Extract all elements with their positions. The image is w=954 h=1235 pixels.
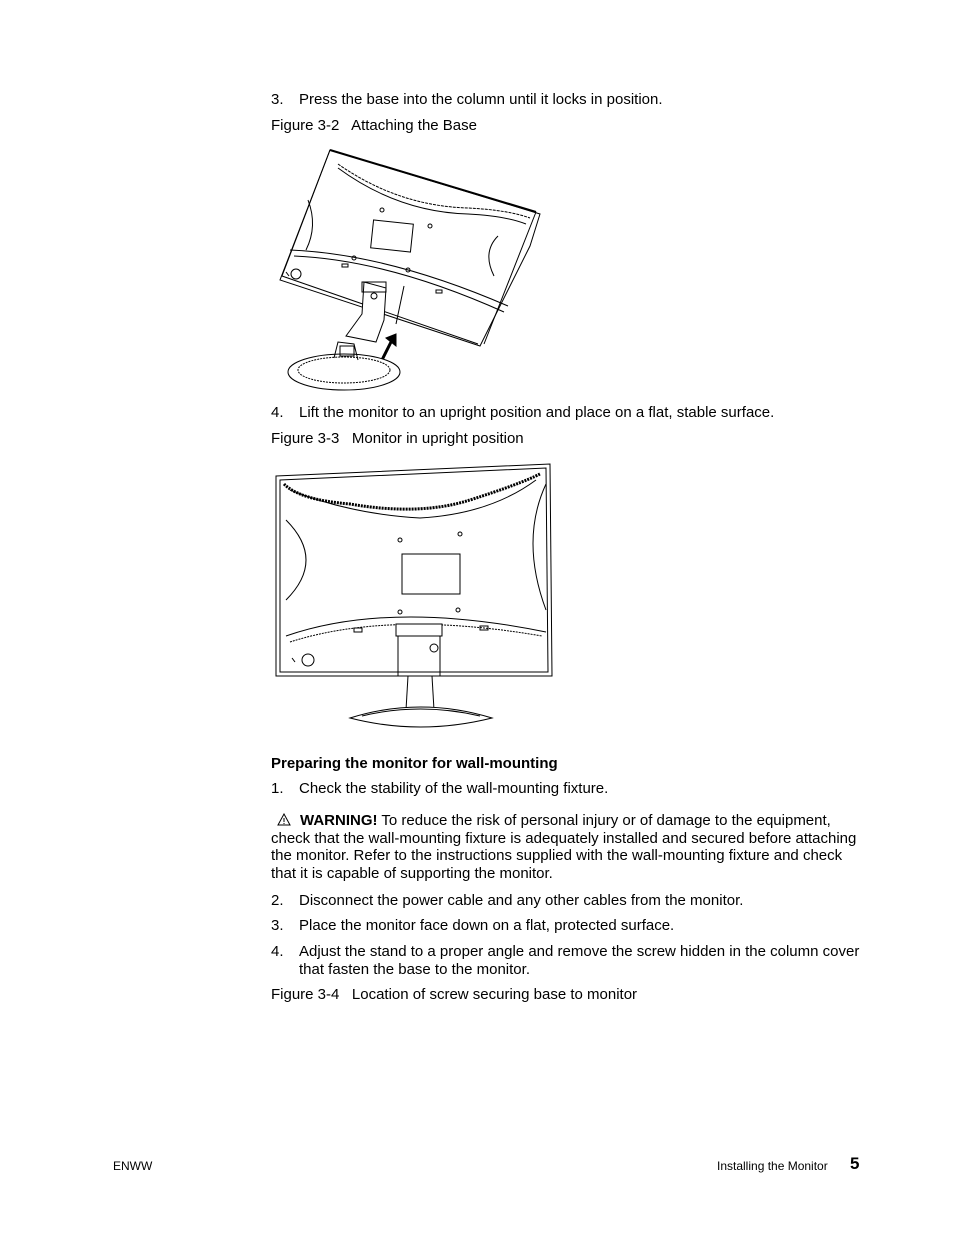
figure-label: Figure 3-2: [271, 117, 340, 134]
step-number: 1.: [271, 780, 284, 797]
warning-label: WARNING!: [300, 812, 378, 829]
step-number: 4.: [271, 404, 284, 421]
monitor-upright-illustration: [270, 460, 558, 730]
footer-doc-code: ENWW: [113, 1159, 153, 1173]
step-text: Adjust the stand to a proper angle and remove the screw hidden in the column cover that fasten the base to the monitor.: [299, 943, 860, 978]
footer-section-title: Installing the Monitor: [717, 1159, 828, 1173]
figure-caption-text: Attaching the Base: [351, 117, 477, 134]
warning-text: To reduce the risk of personal injury or of damage to the equipment, check that the wall-mounting fixture is adequately installed and secured before attaching the monitor. Refer to the instructions supplied with the wall-mounting fixture and check that it is capable of supporting the monitor.: [271, 812, 857, 882]
step-text: Place the monitor face down on a flat, protected surface.: [299, 917, 675, 934]
figure-caption-text: Location of screw securing base to monitor: [351, 986, 638, 1003]
figure-3-4-caption: [271, 986, 637, 1004]
figure-3-2-caption: [271, 117, 477, 135]
attaching-base-illustration: [268, 146, 548, 400]
warning-note: [271, 812, 861, 882]
step-text: Check the stability of the wall-mounting fixture.: [299, 780, 609, 797]
step-number: 4.: [271, 943, 284, 960]
step-text: Lift the monitor to an upright position and place on a flat, stable surface.: [299, 404, 775, 421]
wall-step-4: [271, 943, 871, 979]
page-number: 5: [850, 1154, 860, 1173]
figure-caption-text: Monitor in upright position: [351, 430, 524, 447]
warning-triangle-icon: [277, 813, 291, 826]
figure-label: Figure 3-4: [271, 986, 340, 1003]
figure-label: Figure 3-3: [271, 430, 340, 447]
step-number: 2.: [271, 892, 284, 909]
step-number: 3.: [271, 91, 284, 108]
step-text: Press the base into the column until it locks in position.: [299, 91, 663, 108]
step-number: 3.: [271, 917, 284, 934]
figure-3-3-caption: [271, 430, 524, 448]
section-heading: Preparing the monitor for wall-mounting: [271, 755, 558, 772]
step-text: Disconnect the power cable and any other cables from the monitor.: [299, 892, 744, 909]
